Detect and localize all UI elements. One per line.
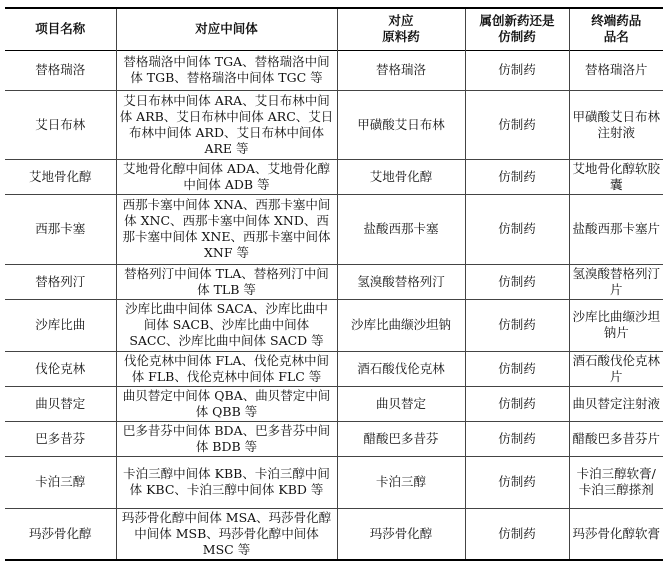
api-cell: 艾地骨化醇 [337,159,465,194]
product-cell: 盐酸西那卡塞片 [569,194,663,264]
drug-type-cell: 仿制药 [465,421,569,456]
table-row [5,386,663,421]
project-name-cell: 艾地骨化醇 [28,168,92,184]
api-cell: 沙库比曲缬沙坦钠 [337,299,465,351]
header-type-line1: 属创新药还是 [479,13,555,29]
intermediate-cell: 替格瑞洛中间体 TGA、替格瑞洛中间体 TGB、替格瑞洛中间体 TGC 等 [116,50,337,90]
product-cell: 酒石酸伐伦克林片 [569,351,663,386]
api-cell: 醋酸巴多昔芬 [337,421,465,456]
drug-type-cell: 仿制药 [465,351,569,386]
drug-type-cell: 仿制药 [465,50,569,90]
intermediate-cell: 巴多昔芬中间体 BDA、巴多昔芬中间体 BDB 等 [116,421,337,456]
api-cell: 玛莎骨化醇 [337,508,465,560]
table-row [5,264,663,299]
intermediate-cell: 曲贝替定中间体 QBA、曲贝替定中间体 QBB 等 [116,386,337,421]
intermediate-cell: 艾日布林中间体 ARA、艾日布林中间体 ARB、艾日布林中间体 ARC、艾日布林中间体 ARD、艾日布林中间体 ARE 等 [116,90,337,159]
project-name-cell: 玛莎骨化醇 [28,525,92,541]
drug-type-cell: 仿制药 [465,456,569,508]
header-api [337,8,465,50]
project-name-cell: 巴多昔芬 [35,430,86,446]
product-cell: 玛莎骨化醇软膏 [569,508,663,560]
product-cell: 甲磺酸艾日布林注射液 [569,90,663,159]
project-name-cell: 替格列汀 [35,273,86,289]
table-row [5,299,663,351]
header-project-name: 项目名称 [35,21,86,37]
header-type-line2: 仿制药 [498,29,536,45]
table-row [5,159,663,194]
product-cell: 替格瑞洛片 [569,50,663,90]
table-row [5,50,663,90]
product-cell: 艾地骨化醇软胶囊 [569,159,663,194]
header-product-line2: 品名 [603,29,629,45]
api-cell: 卡泊三醇 [337,456,465,508]
product-cell: 曲贝替定注射液 [569,386,663,421]
intermediate-cell: 卡泊三醇中间体 KBB、卡泊三醇中间体 KBC、卡泊三醇中间体 KBD 等 [116,456,337,508]
api-cell: 酒石酸伐伦克林 [337,351,465,386]
product-cell: 沙库比曲缬沙坦钠片 [569,299,663,351]
project-name-cell: 艾日布林 [35,116,86,132]
table-row [5,351,663,386]
api-cell: 替格瑞洛 [337,50,465,90]
intermediate-cell: 沙库比曲中间体 SACA、沙库比曲中间体 SACB、沙库比曲中间体 SACC、沙库比曲中间体 SACD 等 [116,299,337,351]
header-product [569,8,663,50]
api-cell: 曲贝替定 [337,386,465,421]
header-api-line2: 原料药 [382,29,420,45]
intermediate-cell: 玛莎骨化醇中间体 MSA、玛莎骨化醇中间体 MSB、玛莎骨化醇中间体 MSC 等 [116,508,337,560]
intermediate-cell: 艾地骨化醇中间体 ADA、艾地骨化醇中间体 ADB 等 [116,159,337,194]
drug-type-cell: 仿制药 [465,386,569,421]
intermediate-cell: 替格列汀中间体 TLA、替格列汀中间体 TLB 等 [116,264,337,299]
header-intermediate: 对应中间体 [116,8,337,50]
api-cell: 盐酸西那卡塞 [337,194,465,264]
table-row [5,456,663,508]
project-name-cell: 曲贝替定 [35,395,86,411]
header-product-line1: 终端药品 [591,13,642,29]
product-cell: 氢溴酸替格列汀片 [569,264,663,299]
table-row [5,421,663,456]
table-row [5,194,663,264]
drug-type-cell: 仿制药 [465,90,569,159]
project-name-cell: 替格瑞洛 [35,62,86,77]
intermediate-cell: 西那卡塞中间体 XNA、西那卡塞中间体 XNC、西那卡塞中间体 XND、西那卡塞中间体 XNE、西那卡塞中间体 XNF 等 [116,194,337,264]
intermediates-table [5,7,663,561]
header-row [5,8,663,50]
project-name-cell: 卡泊三醇 [35,474,86,489]
project-name-cell: 西那卡塞 [35,221,86,236]
product-cell: 醋酸巴多昔芬片 [569,421,663,456]
table-row [5,508,663,560]
header-api-line1: 对应 [388,13,414,29]
drug-type-cell: 仿制药 [465,194,569,264]
drug-type-cell: 仿制药 [465,159,569,194]
product-cell: 卡泊三醇软膏/卡泊三醇搽剂 [569,456,663,508]
header-drug-type [465,8,569,50]
table-row [5,90,663,159]
drug-type-cell: 仿制药 [465,508,569,560]
api-cell: 甲磺酸艾日布林 [337,90,465,159]
project-name-cell: 伐伦克林 [35,360,86,376]
intermediate-cell: 伐伦克林中间体 FLA、伐伦克林中间体 FLB、伐伦克林中间体 FLC 等 [116,351,337,386]
drug-type-cell: 仿制药 [465,264,569,299]
drug-type-cell: 仿制药 [465,299,569,351]
project-name-cell: 沙库比曲 [35,317,86,332]
api-cell: 氢溴酸替格列汀 [337,264,465,299]
